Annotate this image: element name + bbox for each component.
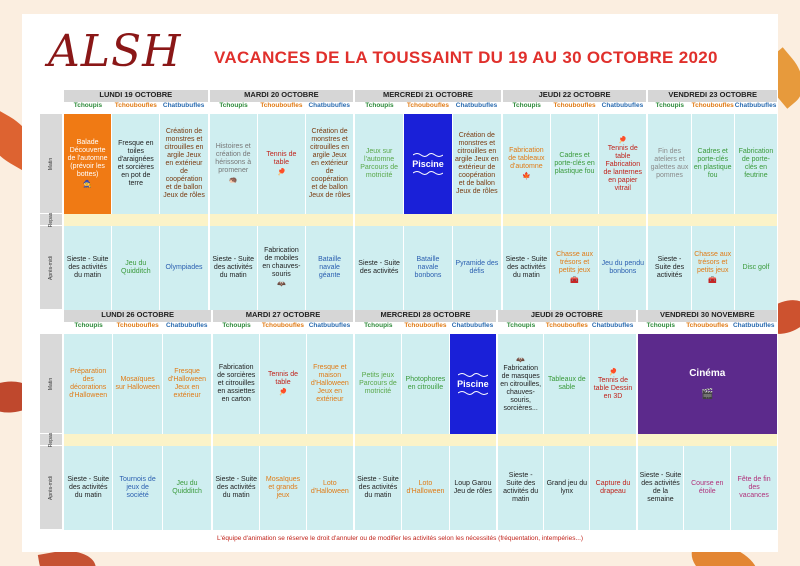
activity-cell: Sieste - Suite des activités du matin — [213, 446, 260, 530]
day-column — [210, 90, 354, 310]
wave-icon — [413, 170, 443, 176]
clapperboard-icon: 🎬 — [701, 389, 714, 400]
day-header: LUNDI 19 OCTOBRE — [64, 90, 208, 102]
group-chatbubufles: Chatbubufles — [165, 322, 208, 329]
row-label-spacer — [40, 310, 62, 334]
day-column — [503, 90, 647, 310]
activity-cell: Tennis de table 🏓 — [258, 114, 306, 214]
treasure-chest-icon: 🧰 — [708, 277, 718, 285]
activity-cell: Cadres et porte-clés en plastique fou — [551, 114, 599, 214]
day-header: MARDI 27 OCTOBRE — [213, 310, 352, 322]
row-label-apres-midi: Après-midi — [40, 226, 62, 310]
lunch-row — [648, 214, 777, 226]
activity-cell: Fresque d'Halloween Jeux en extérieur — [163, 334, 211, 434]
schedule-sheet — [22, 14, 778, 552]
activity-cell: Histoires et création de hérissons à promener 🦔 — [210, 114, 258, 214]
activity-cell: Loup Garou Jeu de rôles — [450, 446, 496, 530]
day-column — [64, 310, 211, 532]
activity-cell: Fabrication de porte-clés en feutrine — [735, 114, 777, 214]
group-tchouboufles: Tchouboufles — [406, 102, 450, 109]
group-headers — [64, 322, 211, 334]
group-headers — [213, 322, 352, 334]
day-column — [355, 90, 501, 310]
group-tchouboufles: Tchouboufles — [545, 322, 588, 329]
group-chatbubufles: Chatbubufles — [308, 102, 350, 109]
day-column — [213, 310, 352, 532]
group-tchouboufles: Tchouboufles — [691, 102, 734, 109]
activity-cell: Bataille navale bonbons — [404, 226, 453, 310]
day-column — [498, 310, 635, 532]
lunch-row — [64, 434, 211, 446]
row-label-matin: Matin — [40, 334, 62, 434]
day-header: MERCREDI 28 OCTOBRE — [355, 310, 496, 322]
activity-cell: Balade Découverte de l'automne (prévoir les bottes) 🧙 — [64, 114, 112, 214]
group-tchouboufles: Tchouboufles — [114, 102, 157, 109]
activity-cell: Olympiades — [160, 226, 207, 310]
row-label-repas: Repas — [40, 434, 62, 446]
row-label-spacer — [40, 90, 62, 114]
treasure-chest-icon: 🧰 — [570, 277, 579, 285]
group-tchoupis: Tchoupis — [364, 322, 393, 329]
group-tchoupis: Tchoupis — [506, 322, 536, 329]
ping-pong-icon: 🏓 — [278, 389, 288, 397]
activity-cell: Loto d'Halloween — [402, 446, 449, 530]
activity-cell: Fin des ateliers et galettes aux pommes — [648, 114, 691, 214]
ping-pong-icon: 🏓 — [608, 368, 618, 376]
group-chatbubufles: Chatbubufles — [734, 102, 777, 109]
activity-cell: Tournois de jeux de société — [113, 446, 162, 530]
activity-cell: Sieste - Suite des activités du matin — [355, 446, 402, 530]
activity-cell: Fête de fin des vacances — [731, 446, 777, 530]
activity-cell: Loto d'Halloween — [307, 446, 353, 530]
leaf-icon: 🍁 — [522, 173, 531, 181]
group-chatbubufles: Chatbubufles — [455, 102, 498, 109]
row-label-matin: Matin — [40, 114, 62, 214]
day-column — [638, 310, 777, 532]
day-column — [355, 310, 496, 532]
activity-cell: Sieste - Suite des activités — [355, 226, 404, 310]
group-headers — [355, 322, 496, 334]
group-tchouboufles: Tchouboufles — [404, 322, 447, 329]
day-header: JEUDI 29 OCTOBRE — [498, 310, 635, 322]
group-chatbubufles: Chatbubufles — [451, 322, 494, 329]
activity-cell: Sieste - Suite des activités du matin — [64, 446, 113, 530]
lunch-row — [210, 214, 354, 226]
ping-pong-icon: 🏓 — [618, 136, 628, 144]
logo-alsh: ALSH — [48, 26, 182, 77]
activity-cell: Grand jeu du lynx — [544, 446, 590, 530]
group-chatbubufles: Chatbubufles — [162, 102, 205, 109]
lunch-row — [213, 434, 352, 446]
activity-cell: Création de monstres et citrouilles en argile Jeux en extérieur de coopération et de ballon Jeux de rôles — [306, 114, 353, 214]
activity-cell: Fresque et maison d'Halloween Jeux en extérieur — [307, 334, 353, 434]
activity-cell-piscine: Piscine — [450, 334, 496, 434]
activity-cell: Sieste - Suite des activités de la semaine — [638, 446, 685, 530]
activity-cell: Création de monstres et citrouilles en argile Jeux en extérieur de coopération et de ballon Jeux de rôles — [160, 114, 207, 214]
group-tchouboufles: Tchouboufles — [260, 102, 303, 109]
activity-cell: Sieste - Suite des activités — [648, 226, 691, 310]
group-headers — [64, 102, 208, 114]
activity-cell: Chasse aux trésors et petits jeux 🧰 — [692, 226, 735, 310]
row-label-repas: Repas — [40, 214, 62, 226]
activity-cell: Petits jeux Parcours de motricité — [355, 334, 402, 434]
activity-cell: Préparation des décorations d'Halloween — [64, 334, 113, 434]
activity-cell: Sieste - Suite des activités du matin — [64, 226, 112, 310]
activity-cell-cinema: Cinéma 🎬 — [638, 334, 777, 434]
activity-cell: Mosaïques sur Halloween — [113, 334, 162, 434]
activity-cell: Pyramide des défis — [453, 226, 501, 310]
group-tchoupis: Tchoupis — [74, 322, 103, 329]
lunch-row — [355, 214, 501, 226]
activity-cell: Capture du drapeau — [590, 446, 635, 530]
activity-cell: Fabrication de mobiles en chauves-souris 🦇 — [258, 226, 306, 310]
activity-cell: Disc golf — [735, 226, 777, 310]
group-tchoupis: Tchoupis — [219, 102, 248, 109]
wave-icon — [458, 390, 488, 396]
week-2-grid — [40, 310, 777, 532]
lunch-row — [498, 434, 635, 446]
group-tchoupis: Tchoupis — [512, 102, 541, 109]
lunch-row — [64, 214, 208, 226]
day-header: LUNDI 26 OCTOBRE — [64, 310, 211, 322]
wave-icon — [458, 372, 488, 378]
activity-cell: Bataille navale géante — [306, 226, 353, 310]
activity-cell: Course en étoile — [684, 446, 731, 530]
wave-icon — [413, 152, 443, 158]
activity-cell: Jeux sur l'automne Parcours de motricité — [355, 114, 404, 214]
row-labels — [40, 90, 62, 310]
group-headers — [355, 102, 501, 114]
group-tchouboufles: Tchouboufles — [553, 102, 596, 109]
activity-cell: Fabrication de tableaux d'automne 🍁 — [503, 114, 551, 214]
lunch-row — [638, 434, 777, 446]
activity-cell: Tennis de table 🏓 — [260, 334, 307, 434]
activity-cell: 🏓 Tennis de table Dessin en 3D — [590, 334, 635, 434]
bat-icon: 🦇 — [516, 356, 526, 364]
activity-cell: Sieste - Suite des activités du matin — [210, 226, 258, 310]
activity-cell: Jeu du Quidditch — [112, 226, 160, 310]
group-tchouboufles: Tchouboufles — [116, 322, 159, 329]
lunch-row — [355, 434, 496, 446]
group-tchouboufles: Tchouboufles — [686, 322, 729, 329]
group-tchouboufles: Tchouboufles — [261, 322, 305, 329]
row-label-apres-midi: Après-midi — [40, 446, 62, 530]
activity-cell: Cadres et porte-clés en plastique fou — [692, 114, 735, 214]
group-headers — [648, 102, 777, 114]
day-header: MERCREDI 21 OCTOBRE — [355, 90, 501, 102]
activity-cell: Sieste - Suite des activités du matin — [498, 446, 544, 530]
group-chatbubufles: Chatbubufles — [591, 322, 634, 329]
group-chatbubufles: Chatbubufles — [601, 102, 644, 109]
bat-icon: 🦇 — [277, 281, 286, 289]
day-header: VENDREDI 30 NOVEMBRE — [638, 310, 777, 322]
day-header: MARDI 20 OCTOBRE — [210, 90, 354, 102]
activity-cell: Photophores en citrouille — [402, 334, 449, 434]
ping-pong-icon: 🏓 — [277, 169, 286, 177]
week-1-grid — [40, 90, 777, 310]
activity-cell: Tableaux de sable — [544, 334, 590, 434]
activity-cell: 🏓 Tennis de table Fabrication de lanternes en papier vitrail — [599, 114, 646, 214]
activity-cell: Jeu du Quidditch — [163, 446, 211, 530]
group-chatbubufles: Chatbubufles — [732, 322, 775, 329]
footer-disclaimer: L'équipe d'animation se réserve le droit d'annuler ou de modifier les activités selon les nécessités (fréquentation, intempéries...) — [216, 535, 584, 542]
hedgehog-icon: 🦔 — [228, 177, 238, 185]
group-tchoupis: Tchoupis — [222, 322, 251, 329]
activity-cell-piscine: Piscine — [404, 114, 453, 214]
day-header: VENDREDI 23 OCTOBRE — [648, 90, 777, 102]
activity-cell: Fabrication de sorcières et citrouilles en assiettes en carton — [213, 334, 260, 434]
day-header: JEUDI 22 OCTOBRE — [503, 90, 647, 102]
group-tchoupis: Tchoupis — [655, 102, 685, 109]
activity-cell: Mosaïques et grands jeux — [260, 446, 307, 530]
activity-cell: Chasse aux trésors et petits jeux 🧰 — [551, 226, 599, 310]
group-tchoupis: Tchoupis — [365, 102, 394, 109]
day-column — [64, 90, 208, 310]
activity-cell: Sieste - Suite des activités du matin — [503, 226, 551, 310]
day-column — [648, 90, 777, 310]
activity-cell: Création de monstres et citrouilles en argile Jeux en extérieur de coopération et de ballon Jeux de rôles — [453, 114, 501, 214]
row-labels — [40, 310, 62, 532]
group-headers — [210, 102, 354, 114]
activity-cell: 🦇 Fabrication de masques en citrouilles, chauves-souris, sorcières... — [498, 334, 544, 434]
witch-icon: 🧙 — [83, 181, 92, 189]
group-headers — [638, 322, 777, 334]
group-tchoupis: Tchoupis — [646, 322, 675, 329]
group-headers — [498, 322, 635, 334]
group-headers — [503, 102, 647, 114]
activity-cell: Jeu du pendu bonbons — [599, 226, 646, 310]
activity-cell: Fresque en toiles d'araignées et sorcières en pot de terre — [112, 114, 160, 214]
group-chatbubufles: Chatbubufles — [308, 322, 351, 329]
group-tchoupis: Tchoupis — [73, 102, 103, 109]
lunch-row — [503, 214, 647, 226]
page-title: VACANCES DE LA TOUSSAINT DU 19 AU 30 OCTOBRE 2020 — [214, 48, 718, 67]
